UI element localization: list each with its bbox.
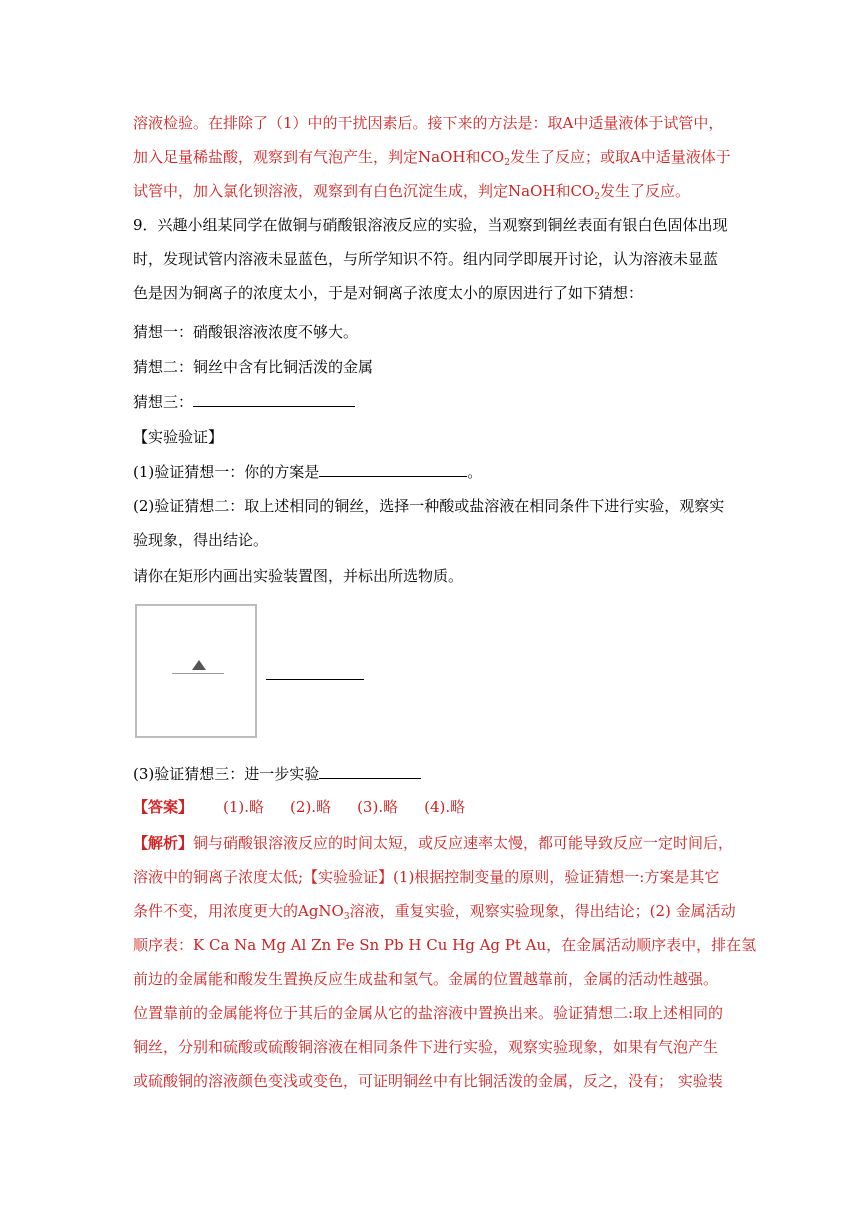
- text-segment: 溶液，重复实验，观察实验现象，得出结论；(2) 金属活动: [349, 902, 736, 920]
- guess-3: [133, 392, 355, 412]
- analysis-line-7: 铜丝，分别和硫酸或硫酸铜溶液在相同条件下进行实验，观察实验现象，如果有气泡产生: [133, 1038, 719, 1056]
- section-heading: 【实验验证】: [133, 428, 224, 446]
- subscript: 2: [594, 192, 600, 202]
- triangle-base-line: [172, 673, 224, 674]
- verify-3-label: (3)验证猜想三：进一步实验: [133, 765, 320, 783]
- question-stem-1: 9．兴趣小组某同学在做铜与硝酸银溶液反应的实验，当观察到铜丝表面有银白色固体出现: [133, 216, 728, 234]
- verify-3: [133, 764, 421, 784]
- analysis-line-8: 或硫酸铜的溶液颜色变浅或变色，可证明铜丝中有比铜活泼的金属，反之，没有； 实验装: [133, 1072, 723, 1090]
- analysis-line-5: 前边的金属能和酸发生置换反应生成盐和氢气。金属的位置越靠前，金属的活动性越强。: [133, 970, 719, 988]
- analysis-line-6: 位置靠前的金属能将位于其后的金属从它的盐溶液中置换出来。验证猜想二:取上述相同的: [133, 1004, 724, 1022]
- answer-item: (1).略: [223, 798, 265, 816]
- text-segment: 铜与硝酸银溶液反应的时间太短，或反应速率太慢，都可能导致反应一定时间后，: [193, 834, 734, 852]
- answer-item: (2).略: [290, 798, 332, 816]
- verify-2-line-1: (2)验证猜想二：取上述相同的铜丝，选择一种酸或盐溶液在相同条件下进行实验，观察实: [133, 497, 725, 515]
- text-segment: 发生了反应；或取A中适量液体于: [509, 148, 731, 166]
- guess-2: 猜想二：铜丝中含有比铜活泼的金属: [133, 358, 374, 376]
- answer-blank: [193, 392, 355, 407]
- label-blank-line: [266, 679, 364, 680]
- guess-3-label: 猜想三：: [133, 393, 194, 411]
- text-segment: 试管中，加入氯化钡溶液，观察到有白色沉淀生成，判定NaOH和CO: [133, 182, 595, 200]
- text-segment: 条件不变，用浓度更大的AgNO: [133, 902, 344, 920]
- answer-line: [133, 797, 465, 817]
- guess-1: 猜想一：硝酸银溶液浓度不够大。: [133, 323, 359, 341]
- question-stem-3: 色是因为铜离子的浓度太小，于是对铜离子浓度太小的原因进行了如下猜想：: [133, 284, 644, 302]
- analysis-label: 【解析】: [133, 834, 194, 852]
- verify-1: [133, 462, 482, 482]
- answer-item: (4).略: [424, 798, 466, 816]
- analysis-line-3: [133, 901, 736, 921]
- analysis-line-4: 顺序表：K Ca Na Mg Al Zn Fe Sn Pb H Cu Hg Ag Pt Au，在金属活动顺序表中，排在氢: [133, 936, 757, 954]
- subscript: 3: [343, 912, 350, 922]
- question-stem-2: 时，发现试管内溶液未显蓝色，与所学知识不符。组内同学即展开讨论，认为溶液未显蓝: [133, 250, 719, 268]
- text-segment: 加入足量稀盐酸，观察到有气泡产生，判定NaOH和CO: [133, 148, 505, 166]
- verify-1-end: 。: [467, 463, 483, 481]
- text-segment: 发生了反应。: [599, 182, 690, 200]
- prev-answer-line-2: [133, 147, 731, 167]
- verify-2-line-2: 验现象，得出结论。: [133, 531, 269, 549]
- answer-item: (3).略: [357, 798, 399, 816]
- answer-label: 【答案】: [133, 798, 194, 816]
- verify-1-label: (1)验证猜想一：你的方案是: [133, 463, 320, 481]
- analysis-line-1: [133, 833, 733, 853]
- analysis-line-2: 溶液中的铜离子浓度太低;【实验验证】(1)根据控制变量的原则，验证猜想一:方案是其它: [133, 868, 720, 886]
- drawing-rectangle: [135, 604, 257, 738]
- answer-blank: [319, 462, 467, 477]
- triangle-mark: [192, 660, 206, 670]
- draw-instruction: 请你在矩形内画出实验装置图，并标出所选物质。: [133, 567, 464, 585]
- subscript: 2: [504, 158, 510, 168]
- answer-blank: [319, 764, 421, 779]
- prev-answer-line-1: 溶液检验。在排除了（1）中的干扰因素后。接下来的方法是：取A中适量液体于试管中，: [133, 114, 724, 132]
- prev-answer-line-3: [133, 181, 690, 201]
